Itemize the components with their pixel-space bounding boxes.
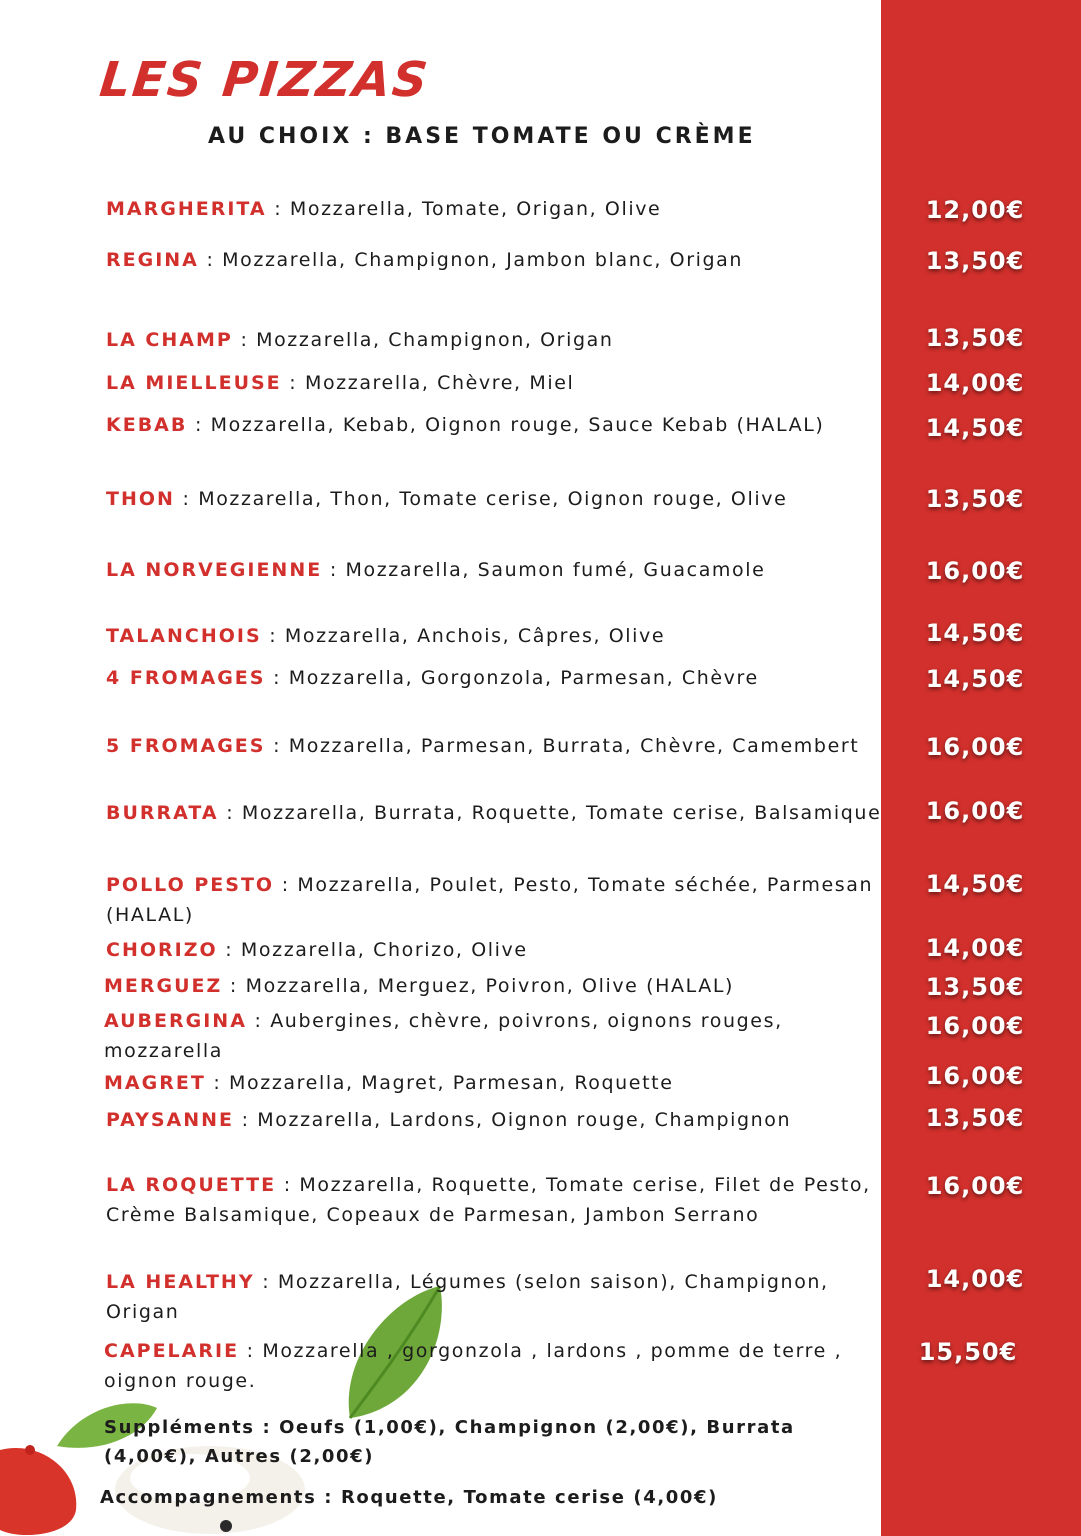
pizza-name: LA MIELLEUSE	[106, 372, 282, 394]
supplements-note: Suppléments : Oeufs (1,00€), Champignon (2,00€), Burrata (4,00€), Autres (2,00€)	[104, 1417, 795, 1467]
pizza-name: CHORIZO	[106, 939, 218, 961]
page-subtitle: AU CHOIX : BASE TOMATE OU CRÈME	[208, 124, 756, 149]
pizza-item	[106, 621, 886, 651]
pizza-item	[106, 935, 886, 965]
pizza-item	[104, 971, 884, 1001]
pizza-price: 14,00€	[925, 934, 1025, 962]
pizza-price: 14,00€	[925, 1265, 1025, 1293]
page-title: LES PIZZAS	[97, 52, 432, 108]
pizza-item	[106, 1267, 886, 1327]
pizza-ingredients: : Mozzarella, Gorgonzola, Parmesan, Chèvre	[265, 667, 759, 689]
pizza-item	[104, 1336, 884, 1396]
pizza-item	[106, 1105, 886, 1135]
pizza-item	[104, 1068, 884, 1098]
pizza-name: PAYSANNE	[106, 1109, 234, 1131]
pizza-price: 14,50€	[925, 870, 1025, 898]
pizza-item	[106, 798, 886, 828]
pizza-price: 13,50€	[925, 247, 1025, 275]
pizza-ingredients: : Mozzarella, Burrata, Roquette, Tomate cerise, Balsamique	[218, 802, 882, 824]
pizza-name: MAGRET	[104, 1072, 206, 1094]
pizza-name: KEBAB	[106, 414, 188, 436]
pizza-price: 16,00€	[925, 1172, 1025, 1200]
pizza-price: 13,50€	[925, 324, 1025, 352]
pizza-item	[104, 1006, 884, 1066]
pizza-name: AUBERGINA	[104, 1010, 247, 1032]
tomato-icon	[0, 1440, 80, 1536]
pizza-ingredients: : Mozzarella, Kebab, Oignon rouge, Sauce Kebab (HALAL)	[187, 414, 825, 436]
pizza-item	[106, 1170, 886, 1230]
pizza-ingredients: : Mozzarella, Chorizo, Olive	[217, 939, 528, 961]
pizza-ingredients: : Mozzarella, Champignon, Jambon blanc, Origan	[198, 249, 744, 271]
pizza-price: 13,50€	[925, 1104, 1025, 1132]
pizza-price: 14,50€	[925, 665, 1025, 693]
pizza-name: POLLO PESTO	[106, 874, 275, 896]
pizza-ingredients: : Mozzarella, Saumon fumé, Guacamole	[322, 559, 766, 581]
pizza-name: LA ROQUETTE	[106, 1174, 277, 1196]
pepper-icon	[218, 1518, 234, 1534]
pizza-ingredients: : Mozzarella, Poulet, Pesto, Tomate séchée, Parmesan (HALAL)	[106, 874, 874, 926]
pizza-price: 14,50€	[925, 414, 1025, 442]
pizza-price: 16,00€	[925, 1012, 1025, 1040]
pizza-item	[106, 555, 886, 585]
pizza-name: TALANCHOIS	[106, 625, 262, 647]
pizza-item	[106, 410, 886, 440]
accompagnements-note: Accompagnements : Roquette, Tomate cerise (4,00€)	[100, 1487, 718, 1508]
pizza-price: 16,00€	[925, 557, 1025, 585]
pizza-price: 14,50€	[925, 619, 1025, 647]
pizza-name: REGINA	[106, 249, 199, 271]
pizza-price: 14,00€	[925, 369, 1025, 397]
pizza-ingredients: : Mozzarella, Roquette, Tomate cerise, Filet de Pesto, Crème Balsamique, Copeaux de Parmesan, Jambon Serrano	[106, 1174, 871, 1226]
pizza-name: LA CHAMP	[106, 329, 233, 351]
pizza-item	[106, 484, 886, 514]
pizza-ingredients: : Mozzarella, Chèvre, Miel	[281, 372, 575, 394]
pizza-ingredients: : Mozzarella, Légumes (selon saison), Champignon, Origan	[106, 1271, 829, 1323]
pizza-price: 15,50€	[918, 1338, 1018, 1366]
pizza-price: 16,00€	[925, 733, 1025, 761]
pizza-ingredients: : Mozzarella, Champignon, Origan	[232, 329, 614, 351]
pizza-price: 16,00€	[925, 1062, 1025, 1090]
pizza-item	[106, 870, 886, 930]
pizza-item	[106, 731, 886, 761]
pizza-name: 4 FROMAGES	[106, 667, 266, 689]
pizza-ingredients: : Mozzarella, Merguez, Poivron, Olive (HALAL)	[222, 975, 735, 997]
pizza-ingredients: : Mozzarella, Thon, Tomate cerise, Oignon rouge, Olive	[174, 488, 788, 510]
pizza-name: THON	[106, 488, 175, 510]
pizza-name: BURRATA	[106, 802, 219, 824]
pizza-name: LA HEALTHY	[106, 1271, 255, 1293]
pizza-ingredients: : Mozzarella, Parmesan, Burrata, Chèvre, Camembert	[265, 735, 860, 757]
pizza-name: LA NORVEGIENNE	[106, 559, 323, 581]
pizza-ingredients: : Mozzarella, Magret, Parmesan, Roquette	[205, 1072, 674, 1094]
pizza-name: MARGHERITA	[106, 198, 267, 220]
pizza-ingredients: : Mozzarella, Lardons, Oignon rouge, Champignon	[234, 1109, 792, 1131]
pizza-item	[106, 663, 886, 693]
pizza-name: CAPELARIE	[104, 1340, 240, 1362]
pizza-ingredients: : Aubergines, chèvre, poivrons, oignons rouges, mozzarella	[104, 1010, 783, 1062]
pizza-ingredients: : Mozzarella, Anchois, Câpres, Olive	[261, 625, 666, 647]
pizza-ingredients: : Mozzarella, Tomate, Origan, Olive	[266, 198, 662, 220]
pizza-price: 13,50€	[925, 485, 1025, 513]
price-column-band	[881, 0, 1081, 1536]
pizza-item	[106, 325, 886, 355]
pizza-name: MERGUEZ	[104, 975, 223, 997]
pizza-item	[106, 194, 886, 224]
pizza-price: 16,00€	[925, 797, 1025, 825]
pizza-price: 12,00€	[925, 196, 1025, 224]
pizza-item	[106, 368, 886, 398]
pizza-ingredients: : Mozzarella , gorgonzola , lardons , pomme de terre , oignon rouge.	[104, 1340, 843, 1392]
pizza-name: 5 FROMAGES	[106, 735, 266, 757]
pizza-item	[106, 245, 886, 275]
pizza-price: 13,50€	[925, 973, 1025, 1001]
